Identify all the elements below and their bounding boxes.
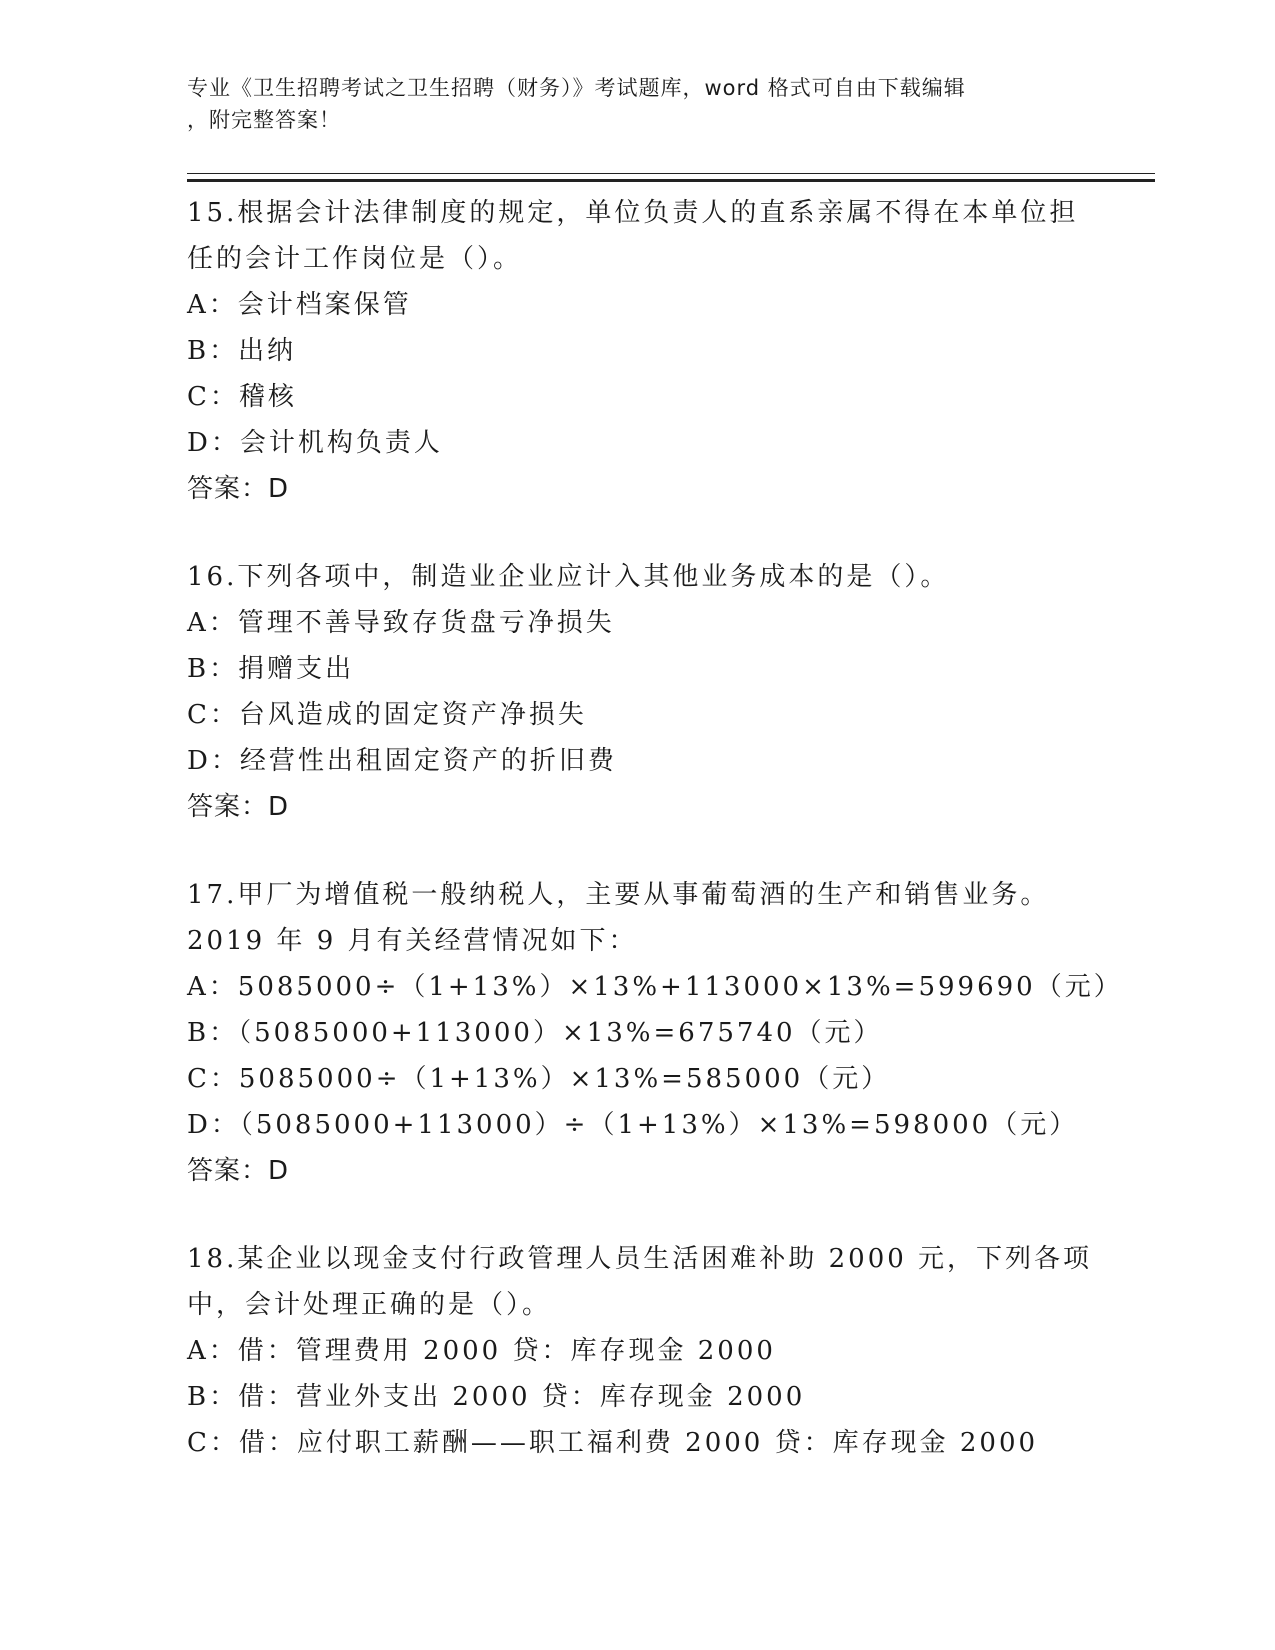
option-line: B：出纳 bbox=[187, 336, 297, 366]
question-block bbox=[187, 190, 1147, 512]
question-stem-line: 中，会计处理正确的是（）。 bbox=[187, 1290, 552, 1320]
option-line: D：经营性出租固定资产的折旧费 bbox=[187, 746, 617, 776]
option-line: B：（5085000+113000）×13%=675740（元） bbox=[187, 1018, 883, 1048]
answer-line: 答案：D bbox=[187, 792, 290, 822]
header-line-1: 专业《卫生招聘考试之卫生招聘（财务）》考试题库，word 格式可自由下载编辑 bbox=[187, 76, 966, 100]
option-line: B：捐赠支出 bbox=[187, 654, 355, 684]
document-header bbox=[187, 72, 1067, 136]
question-stem-line: 15.根据会计法律制度的规定，单位负责人的直系亲属不得在本单位担 bbox=[187, 198, 1079, 228]
option-line: C：台风造成的固定资产净损失 bbox=[187, 700, 587, 730]
option-line: A：借：管理费用 2000 贷：库存现金 2000 bbox=[187, 1336, 776, 1366]
option-line: A：5085000÷（1+13%）×13%+113000×13%=599690（元） bbox=[187, 972, 1123, 1002]
question-list bbox=[187, 190, 1147, 1508]
answer-line: 答案：D bbox=[187, 474, 290, 504]
option-line: C：借：应付职工薪酬——职工福利费 2000 贷：库存现金 2000 bbox=[187, 1428, 1039, 1458]
question-stem-line: 2019 年 9 月有关经营情况如下： bbox=[187, 926, 638, 956]
question-stem-line: 任的会计工作岗位是（）。 bbox=[187, 244, 523, 274]
question-stem-line: 17.甲厂为增值税一般纳税人，主要从事葡萄酒的生产和销售业务。 bbox=[187, 880, 1050, 910]
option-line: C：5085000÷（1+13%）×13%=585000（元） bbox=[187, 1064, 891, 1094]
option-line: D：（5085000+113000）÷（1+13%）×13%=598000（元） bbox=[187, 1110, 1079, 1140]
answer-line: 答案：D bbox=[187, 1156, 290, 1186]
option-line: B：借：营业外支出 2000 贷：库存现金 2000 bbox=[187, 1382, 806, 1412]
question-block bbox=[187, 872, 1147, 1194]
header-divider-thin bbox=[187, 173, 1155, 174]
option-line: D：会计机构负责人 bbox=[187, 428, 443, 458]
header-divider-thick bbox=[187, 179, 1155, 182]
question-block bbox=[187, 554, 1147, 830]
header-line-2: ，附完整答案！ bbox=[187, 108, 341, 132]
question-block bbox=[187, 1236, 1147, 1466]
option-line: A：管理不善导致存货盘亏净损失 bbox=[187, 608, 615, 638]
option-line: C：稽核 bbox=[187, 382, 297, 412]
question-stem-line: 16.下列各项中，制造业企业应计入其他业务成本的是（）。 bbox=[187, 562, 950, 592]
option-line: A：会计档案保管 bbox=[187, 290, 412, 320]
question-stem-line: 18.某企业以现金支付行政管理人员生活困难补助 2000 元，下列各项 bbox=[187, 1244, 1093, 1274]
